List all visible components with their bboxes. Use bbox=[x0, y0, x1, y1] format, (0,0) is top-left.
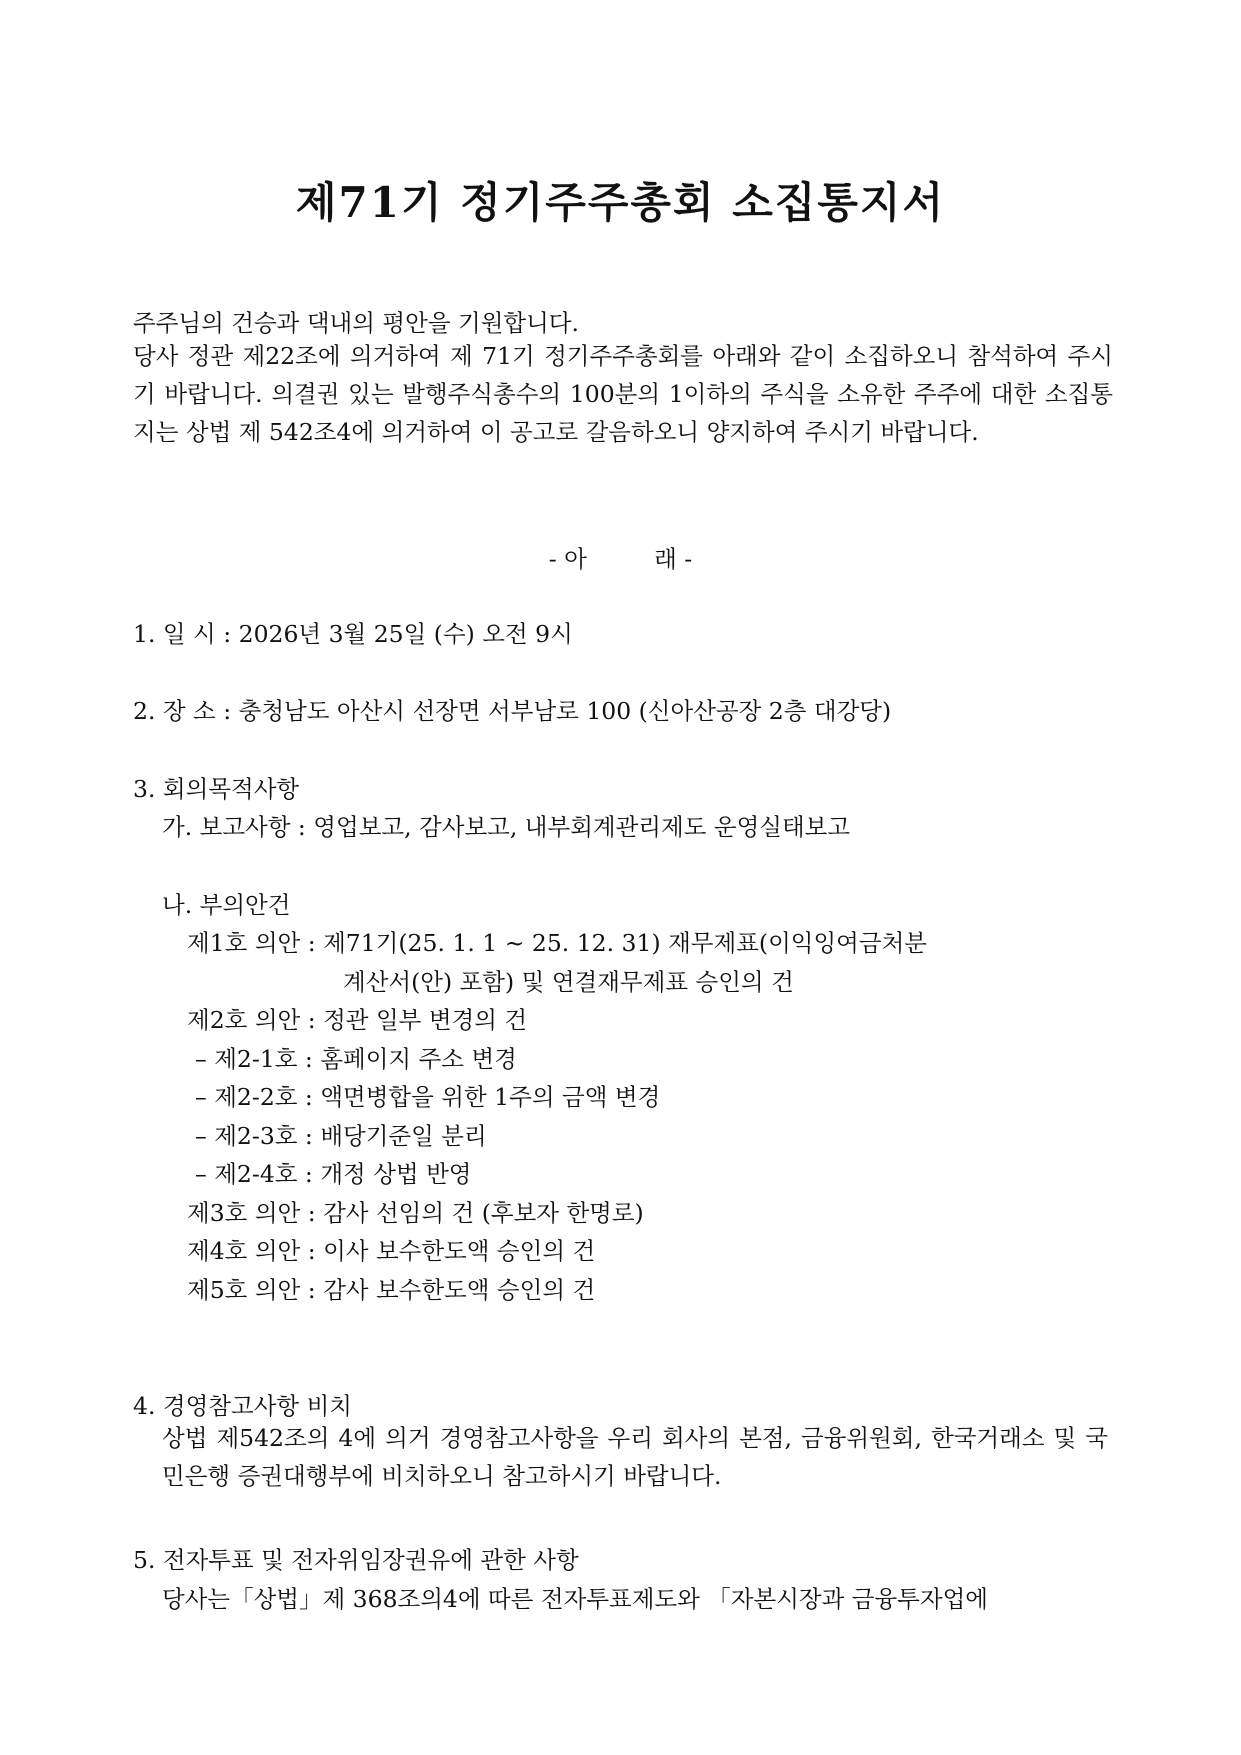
greeting: 주주님의 건승과 댁내의 평안을 기원합니다. bbox=[133, 309, 579, 337]
agenda-2-2: – 제2-2호 : 액면병합을 위한 1주의 금액 변경 bbox=[195, 1083, 661, 1111]
item-agenda-heading: 3. 회의목적사항 bbox=[133, 775, 300, 803]
page-title: 제71기 정기주주총회 소집통지서 bbox=[295, 178, 946, 227]
item-date: 1. 일 시 : 2026년 3월 25일 (수) 오전 9시 bbox=[133, 620, 573, 648]
below-mark: - 아 래 - bbox=[548, 545, 693, 573]
intro-paragraph: 당사 정관 제22조에 의거하여 제 71기 정기주주총회를 아래와 같이 소집하오니 참석하여 주시기 바랍니다. 의결권 있는 발행주식총수의 100분의 1이하의 주식을 소유한 주주에 대한 소집통지는 상법 제 542조4에 의거하여 이 공고로 갈음하오니 양지하여 주시기 바랍니다. bbox=[133, 342, 1113, 446]
evote-body: 당사는「상법」제 368조의4에 따른 전자투표제도와 「자본시장과 금융투자업에 bbox=[162, 1585, 988, 1613]
agenda-2-1: – 제2-1호 : 홈페이지 주소 변경 bbox=[195, 1045, 517, 1073]
agenda-1-line-2: 계산서(안) 포함) 및 연결재무제표 승인의 건 bbox=[343, 968, 794, 996]
agenda-2-3: – 제2-3호 : 배당기준일 분리 bbox=[195, 1122, 487, 1150]
agenda-2: 제2호 의안 : 정관 일부 변경의 건 bbox=[187, 1006, 528, 1034]
item-resolutions-heading: 나. 부의안건 bbox=[162, 891, 291, 919]
agenda-1-line-1: 제1호 의안 : 제71기(25. 1. 1 ~ 25. 12. 31) 재무제표(이익잉여금처분 bbox=[187, 929, 927, 957]
agenda-2-4: – 제2-4호 : 개정 상법 반영 bbox=[195, 1160, 472, 1188]
mgmt-body: 상법 제542조의 4에 의거 경영참고사항을 우리 회사의 본점, 금융위원회, 한국거래소 및 국민은행 증권대행부에 비치하오니 참고하시기 바랍니다. bbox=[162, 1424, 1108, 1490]
agenda-4: 제4호 의안 : 이사 보수한도액 승인의 건 bbox=[187, 1237, 596, 1265]
item-place: 2. 장 소 : 충청남도 아산시 선장면 서부남로 100 (신아산공장 2층 대강당) bbox=[133, 697, 892, 725]
item-report: 가. 보고사항 : 영업보고, 감사보고, 내부회계관리제도 운영실태보고 bbox=[162, 813, 851, 841]
evote-heading: 5. 전자투표 및 전자위임장권유에 관한 사항 bbox=[133, 1546, 579, 1574]
agenda-5: 제5호 의안 : 감사 보수한도액 승인의 건 bbox=[187, 1276, 596, 1304]
agenda-3: 제3호 의안 : 감사 선임의 건 (후보자 한명로) bbox=[187, 1199, 644, 1227]
mgmt-heading: 4. 경영참고사항 비치 bbox=[133, 1392, 352, 1420]
